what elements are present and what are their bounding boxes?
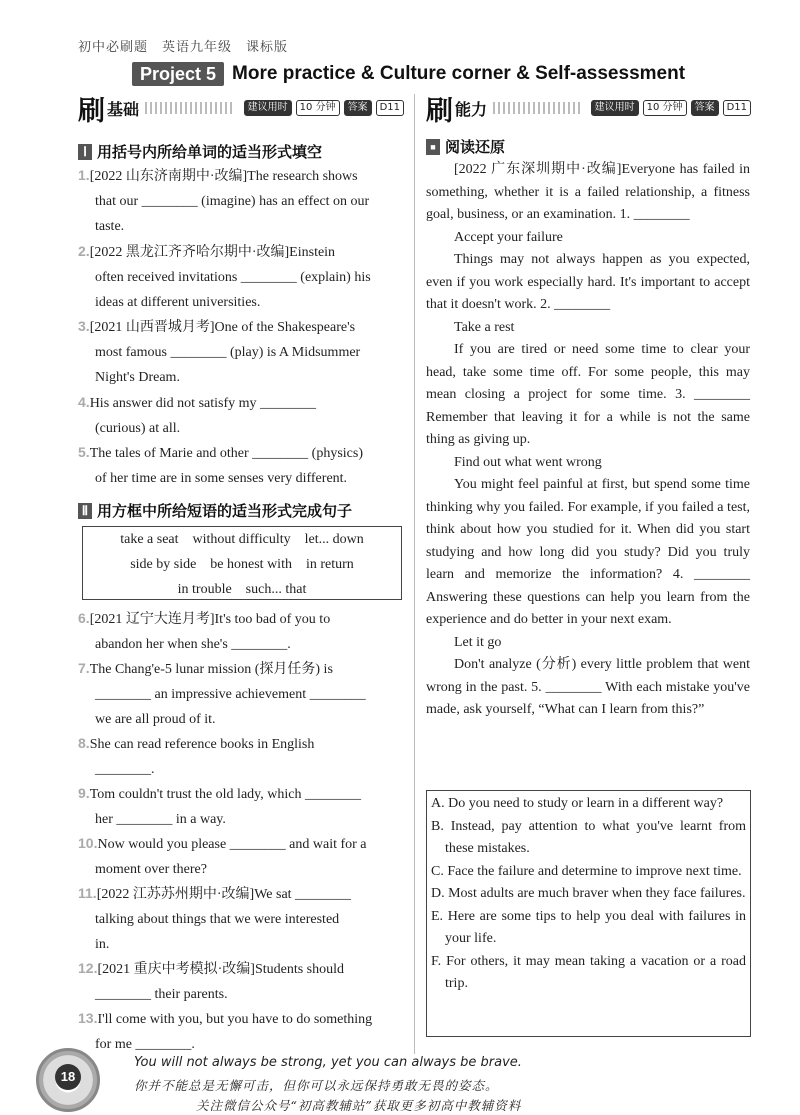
question-text: of her time are in some senses very different. <box>95 471 348 486</box>
option-e: E. Here are some tips to help you deal with failures in your life. <box>431 908 746 946</box>
passage-subheading: Take a rest <box>454 319 515 335</box>
column-divider <box>414 94 415 1054</box>
question-text: for me ________. <box>95 1037 195 1052</box>
question-text: that our ________ (imagine) has an effect on our <box>95 194 370 209</box>
question-text: her ________ in a way. <box>95 812 226 827</box>
question-text: The tales of Marie and other ________ (physics) <box>89 446 364 461</box>
question-text: I'll come with you, but you have to do something <box>97 1012 373 1027</box>
passage-subheading: Let it go <box>454 634 502 650</box>
section-title: 用括号内所给单词的适当形式填空 <box>97 143 323 161</box>
answer-label: 答案 <box>344 100 372 116</box>
passage-subheading: Accept your failure <box>454 229 563 245</box>
question-text: The Chang'e-5 lunar mission (探月任务) is <box>89 662 333 677</box>
motto-english: You will not always be strong, yet you can always be brave. <box>134 1055 522 1070</box>
time-label: 建议用时 <box>244 100 292 116</box>
question-text: She can read reference books in English <box>89 737 315 752</box>
question-number: 1. <box>78 167 90 183</box>
option-c: C. Face the failure and determine to improve next time. <box>431 863 742 879</box>
heading-small-label: 能力 <box>455 99 488 119</box>
time-value: 10 分钟 <box>296 100 340 116</box>
question-10 <box>78 831 404 882</box>
series-header: 初中必刷题 英语九年级 课标版 <box>78 40 289 55</box>
project-title-bar <box>132 62 685 86</box>
motto-chinese: 你并不能总是无懈可击，但你可以永远保持勇敢无畏的姿态。 <box>134 1078 499 1093</box>
section-numeral: Ⅱ <box>78 503 92 519</box>
question-text: [2022 黑龙江齐齐哈尔期中·改编]Einstein <box>89 245 336 260</box>
question-6 <box>78 606 404 657</box>
question-text: [2022 江苏苏州期中·改编]We sat ________ <box>96 887 352 902</box>
page-number: 18 <box>55 1064 81 1090</box>
question-number: 13. <box>78 1010 98 1026</box>
question-3 <box>78 314 404 390</box>
answer-page: D11 <box>376 100 404 116</box>
dotted-rule <box>145 102 234 114</box>
question-text: often received invitations ________ (explain) his <box>95 270 371 285</box>
question-1 <box>78 163 404 239</box>
passage-intro: [2022 广东深圳期中·改编]Everyone has failed in something, whether it is a failed relationship, a fitness goal, business, or an examination. 1. ________ <box>426 162 750 222</box>
question-text: Night's Dream. <box>95 370 180 385</box>
question-12 <box>78 956 404 1007</box>
question-text: [2022 山东济南期中·改编]The research shows <box>89 169 358 184</box>
project-badge: Project 5 <box>132 62 224 86</box>
answer-label: 答案 <box>691 100 719 116</box>
question-number: 6. <box>78 610 90 626</box>
question-8 <box>78 731 404 782</box>
passage-subheading: Find out what went wrong <box>454 454 602 470</box>
question-text: His answer did not satisfy my ________ <box>89 396 317 411</box>
question-number: 11. <box>78 885 97 901</box>
question-number: 8. <box>78 735 90 751</box>
question-number: 3. <box>78 318 90 334</box>
option-f: F. For others, it may mean taking a vacation or a road trip. <box>431 953 746 991</box>
question-9 <box>78 781 404 832</box>
question-number: 4. <box>78 394 90 410</box>
question-4 <box>78 390 404 441</box>
section-2-heading <box>78 500 352 521</box>
section-title: 阅读还原 <box>445 138 506 156</box>
answer-page: D11 <box>723 100 751 116</box>
options-box <box>426 790 751 1037</box>
question-text: Now would you please ________ and wait for a <box>97 837 367 852</box>
question-number: 12. <box>78 960 98 976</box>
question-11 <box>78 881 404 957</box>
question-text: ________ an impressive achievement ________ <box>95 687 366 702</box>
dotted-rule <box>493 102 581 114</box>
question-text: ideas at different universities. <box>95 295 261 310</box>
passage-paragraph: You might feel painful at first, but spend some time thinking why you failed. For example, if you failed a test, think about how you studied for it. When did you start studying and how long did you study? Did you truly learn and memorize the information? 4. ________ Answering these questions can help you learn from the experience and do better in your next exam. <box>426 477 750 627</box>
section-1-heading <box>78 141 322 162</box>
time-value: 10 分钟 <box>643 100 687 116</box>
question-text: [2021 重庆中考模拟·改编]Students should <box>97 962 345 977</box>
question-number: 2. <box>78 243 90 259</box>
section-badge-icon: ■ <box>426 139 440 155</box>
question-text: ________ their parents. <box>95 987 228 1002</box>
question-text: moment over there? <box>95 862 207 877</box>
phrase-line: in trouble such... that <box>177 582 307 597</box>
question-7 <box>78 656 404 732</box>
left-column-heading <box>78 92 404 127</box>
passage-paragraph: Things may not always happen as you expected, even if you work especially hard. It's important to accept that it doesn't work. 2. ________ <box>426 252 750 312</box>
option-b: B. Instead, pay attention to what you've learnt from these mistakes. <box>431 818 746 856</box>
question-text: most famous ________ (play) is A Midsummer <box>95 345 361 360</box>
page-footer <box>0 1040 800 1115</box>
question-text: talking about things that we were interested <box>95 912 340 927</box>
question-text: [2021 辽宁大连月考]It's too bad of you to <box>89 612 331 627</box>
heading-big-char: 刷 <box>78 95 105 127</box>
question-5 <box>78 440 404 491</box>
passage-paragraph: Don't analyze (分析) every little problem that went wrong in the past. 5. ________ With each mistake you've made, ask yourself, “What can I learn from this?” <box>426 657 750 717</box>
question-text: taste. <box>95 219 125 234</box>
phrase-line: side by side be honest with in return <box>130 557 354 572</box>
time-label: 建议用时 <box>591 100 639 116</box>
question-text: Tom couldn't trust the old lady, which ________ <box>89 787 361 802</box>
passage-paragraph: If you are tired or need some time to clear your head, take some time off. For some people, this may mean closing a project for some time. 3. ________ Remember that leaving it for a while is not the same thing as giving up. <box>426 342 750 447</box>
question-text: in. <box>95 937 110 952</box>
question-2 <box>78 239 404 315</box>
question-text: abandon her when she's ________. <box>95 637 291 652</box>
question-number: 9. <box>78 785 90 801</box>
question-text: (curious) at all. <box>95 421 181 436</box>
question-number: 7. <box>78 660 90 676</box>
question-text: ________. <box>95 762 155 777</box>
phrase-line: take a seat without difficulty let... down <box>120 532 364 547</box>
heading-big-char: 刷 <box>426 95 453 127</box>
question-text: [2021 山西晋城月考]One of the Shakespeare's <box>89 320 356 335</box>
heading-small-label: 基础 <box>107 99 140 119</box>
section-numeral: Ⅰ <box>78 144 92 160</box>
question-text: we are all proud of it. <box>95 712 216 727</box>
question-number: 5. <box>78 444 90 460</box>
reading-section-heading <box>426 136 505 157</box>
project-title: More practice & Culture corner & Self-assessment <box>232 63 686 84</box>
option-a: A. Do you need to study or learn in a different way? <box>431 796 724 811</box>
reading-passage <box>426 159 750 722</box>
right-column-heading <box>426 92 751 127</box>
question-number: 10. <box>78 835 98 851</box>
phrase-box <box>82 526 402 600</box>
option-d: D. Most adults are much braver when they face failures. <box>431 886 746 901</box>
section-title: 用方框中所给短语的适当形式完成句子 <box>97 502 353 520</box>
promo-text: 关注微信公众号“初高教辅站”获取更多初高中教辅资料 <box>196 1098 522 1113</box>
